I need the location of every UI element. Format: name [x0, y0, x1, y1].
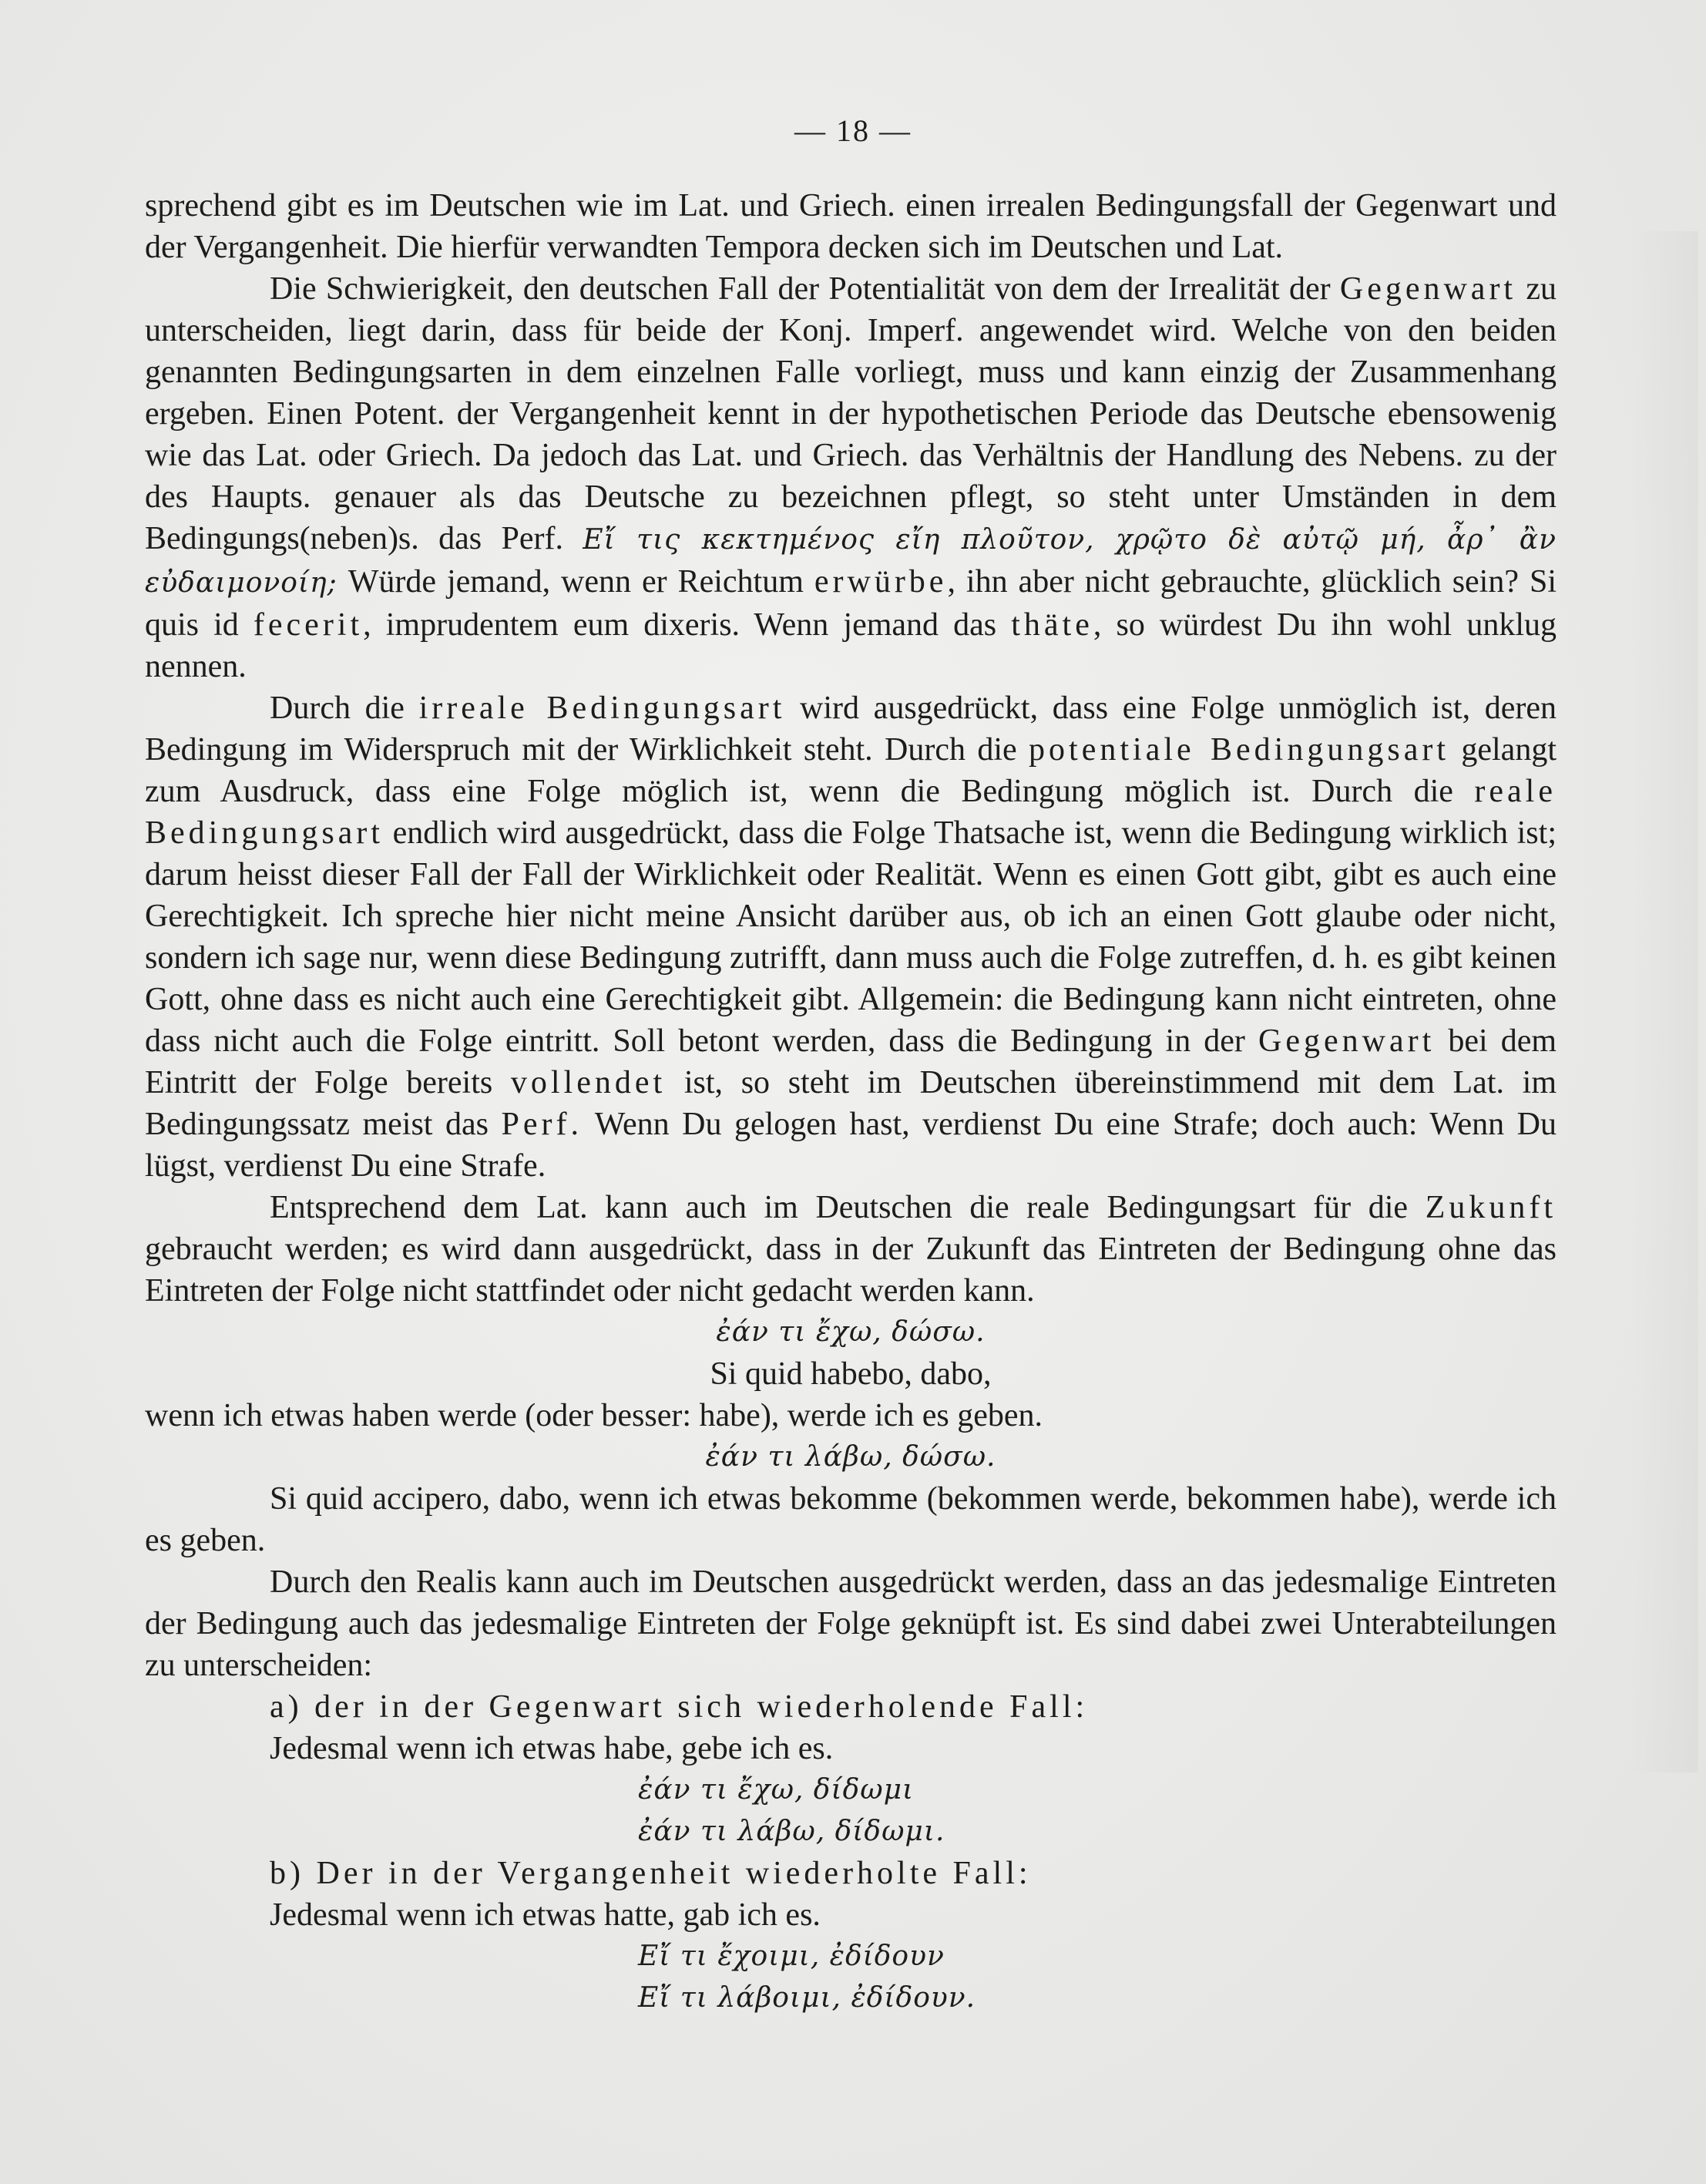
greek-example: ἐάν τι λάβω, δώσω.: [705, 1441, 996, 1473]
emphasized-text: Perf.: [501, 1107, 583, 1142]
text-run: Die Schwierigkeit, den deutschen Fall der Potentialität von dem der Irrealität der: [270, 271, 1340, 307]
example-sentence: Jedesmal wenn ich etwas hatte, gab ich es.: [270, 1897, 821, 1933]
latin-example: Si quid accipero, dabo, wenn ich etwas bekomme (bekommen werde, bekommen habe), werde ich es geben.: [145, 1481, 1557, 1558]
subsection-heading: b) Der in der Vergangenheit wiederholte Fall:: [270, 1856, 1032, 1891]
subsection-heading: a) der in der Gegenwart sich wiederholende Fall:: [270, 1689, 1089, 1725]
text-run: , ihn aber nicht gebrauchte, glücklich sein? Si quis id: [145, 564, 1557, 643]
text-run: Durch die: [270, 690, 419, 726]
text-run: Wenn Du gelogen hast, verdienst Du eine Strafe; doch auch: Wenn Du lügst, verdienst Du eine Strafe.: [145, 1107, 1557, 1184]
emphasized-text: Gegenwart: [1258, 1023, 1436, 1059]
emphasized-text: erwürbe: [814, 564, 948, 600]
emphasized-text: irreale Bedingungsart: [418, 690, 786, 726]
paragraph: [145, 1187, 1557, 1312]
text-run: gelangt zum Ausdruck, dass eine Folge möglich ist, wenn die Bedingung möglich ist. Durch die: [145, 732, 1557, 809]
paragraph: [145, 185, 1557, 268]
text-run: , so würdest Du ihn wohl unklug nennen.: [145, 607, 1557, 684]
text-run: bei dem Eintritt der Folge bereits: [145, 1023, 1557, 1100]
text-run: zu unterscheiden, liegt darin, dass für beide der Konj. Imperf. angewendet wird. Welche von den beiden genannten Bedingungsarten in dem einzelnen Falle vorliegt, muss und kann einzig der Zusammenhang ergeben. Einen Potent. der Vergangenheit kennt in der hypothetischen Periode das Deutsche ebensowenig wie das Lat. oder Griech. Da jedoch das Lat. und Griech. das Verhältnis der Handlung des Nebens. zu der des Haupts. genauer als das Deutsche zu bezeichnen pflegt, so steht unter Umständen in dem Bedingungs(neben)s. das Perf.: [145, 271, 1557, 556]
emphasized-text: Zukunft: [1425, 1190, 1557, 1225]
example-sentence: Jedesmal wenn ich etwas habe, gebe ich es.: [270, 1731, 834, 1766]
emphasized-text: thäte: [1011, 607, 1093, 643]
page-number: — 18 —: [794, 113, 912, 148]
greek-example: Εἴ τι λάβοιμι, ἐδίδουν.: [638, 1982, 976, 2014]
text-run: gebraucht werden; es wird dann ausgedrückt, dass in der Zukunft das Eintreten der Bedingung ohne das Eintreten der Folge nicht stattfindet oder nicht gedacht werden kann.: [145, 1231, 1557, 1309]
paragraph: Durch den Realis kann auch im Deutschen ausgedrückt werden, dass an das jedesmalige Eintreten der Bedingung auch das jedesmalige Eintreten der Folge geknüpft ist. Es sind dabei zwei Unterabteilungen zu unterscheiden:: [145, 1564, 1557, 1683]
text-run: , imprudentem eum dixeris. Wenn jemand das: [363, 607, 1012, 643]
paragraph: [145, 687, 1557, 1187]
text-run: Entsprechend dem Lat. kann auch im Deutschen die reale Bedingungsart für die: [270, 1190, 1426, 1225]
greek-example: ἐάν τι ἔχω, δώσω.: [716, 1316, 986, 1348]
greek-quotation: Εἴ τις κεκτημένος εἴη πλοῦτον, χρῷτο δὲ αὐτῷ μή, ἆρ᾽ ἂν εὐδαιμονοίη;: [145, 524, 1557, 599]
text-run: Würde jemand, wenn er Reichtum: [337, 564, 814, 600]
german-translation: wenn ich etwas haben werde (oder besser: habe), werde ich es geben.: [145, 1398, 1043, 1433]
text-run: endlich wird ausgedrückt, dass die Folge Thatsache ist, wenn die Bedingung wirklich ist; darum heisst dieser Fall der Fall der Wirklichkeit oder Realität. Wenn es einen Gott gibt, gibt es auch eine Gerechtigkeit. Ich spreche hier nicht meine Ansicht darüber aus, ob ich an einen Gott glaube oder nicht, sondern ich sage nur, wenn diese Bedingung zutrifft, dann muss auch die Folge zutreffen, d. h. es gibt keinen Gott, ohne dass es nicht auch eine Gerechtigkeit gibt. Allgemein: die Bedingung kann nicht eintreten, ohne dass nicht auch die Folge eintritt. Soll betont werden, dass die Bedingung in der: [145, 815, 1557, 1059]
paragraph: [145, 268, 1557, 687]
greek-example: ἐάν τι λάβω, δίδωμι.: [638, 1816, 945, 1847]
greek-example: ἐάν τι ἔχω, δίδωμι: [638, 1774, 915, 1806]
greek-example: Εἴ τι ἔχοιμι, ἐδίδουν: [638, 1940, 945, 1972]
text-run: sprechend gibt es im Deutschen wie im Lat. und Griech. einen irrealen Bedingungsfall der Gegenwart und der Vergangenheit. Die hierfür verwandten Tempora decken sich im Deutschen und Lat.: [145, 188, 1557, 265]
page-shadow: [1629, 231, 1698, 1772]
latin-example: Si quid habebo, dabo,: [710, 1356, 992, 1392]
emphasized-text: vollendet: [510, 1065, 667, 1100]
body-text: [145, 185, 1557, 2019]
emphasized-text: potentiale Bedingungsart: [1029, 732, 1449, 768]
emphasized-text: fecerit: [253, 607, 364, 643]
text-run: ist, so steht im Deutschen übereinstimmend mit dem Lat. im Bedingungssatz meist das: [145, 1065, 1557, 1142]
emphasized-text: reale Bedingungsart: [145, 774, 1557, 851]
text-run: wird ausgedrückt, dass eine Folge unmöglich ist, deren Bedingung im Widerspruch mit der Wirklichkeit steht. Durch die: [145, 690, 1557, 768]
emphasized-text: Gegenwart: [1339, 271, 1517, 307]
